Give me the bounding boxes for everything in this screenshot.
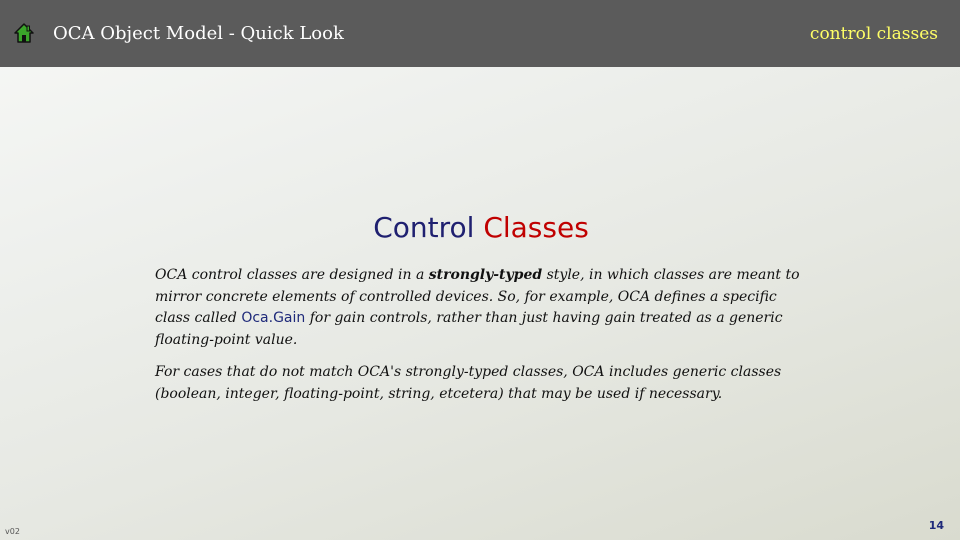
home-icon[interactable] [14,23,34,43]
slide-title [0,208,960,248]
title-word-classes: Classes [483,211,589,244]
paragraph-strongly-typed [155,265,815,351]
paragraph-generic-classes: For cases that do not match OCA's strongly-typed classes, OCA includes generic classes (boolean, integer, floating-point, string, etcetera) that may be used if necessary. [155,364,782,402]
para1-text-1: OCA control classes are designed in a [155,267,429,283]
class-name-oca-gain: Oca.Gain [241,310,306,326]
version-label: v02 [5,527,20,536]
header-bar [0,0,960,67]
strong-term: strongly-typed [428,267,543,283]
title-word-control: Control [373,211,475,244]
page-number: 14 [928,519,944,532]
section-label: control classes [809,24,938,44]
body-text [155,265,815,416]
deck-title: OCA Object Model - Quick Look [53,23,344,44]
para1-text-3: for gain controls, rather than just having gain treated as a generic floating-point value. [155,310,783,348]
para1-text-2: style, in which classes are meant to mirror concrete elements of controlled devices. So, for example, OCA defines a specific class called [155,267,800,326]
